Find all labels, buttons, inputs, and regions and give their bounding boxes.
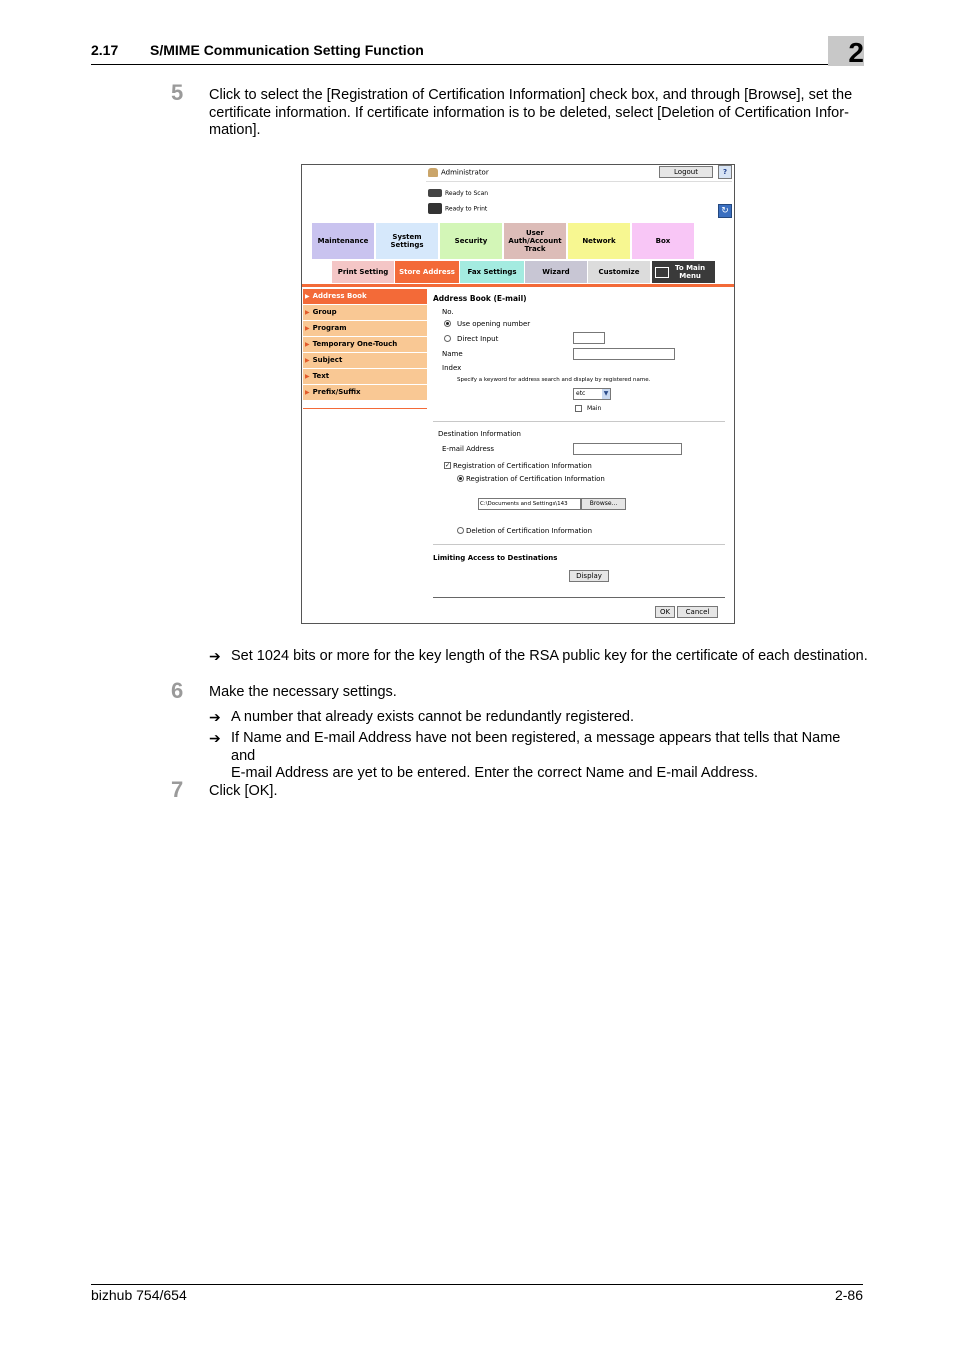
footer-model: bizhub 754/654 bbox=[91, 1287, 187, 1303]
step-number: 5 bbox=[171, 80, 184, 105]
menu-text[interactable]: ▶ Text bbox=[303, 369, 427, 385]
divider bbox=[433, 544, 725, 545]
status-scan bbox=[428, 189, 488, 197]
logout-button[interactable]: Logout bbox=[659, 166, 713, 178]
subtab-store-address[interactable]: Store Address bbox=[395, 261, 460, 283]
step-7-text: Click [OK]. bbox=[209, 783, 278, 799]
direct-input-radio[interactable] bbox=[444, 335, 451, 342]
subtab-wizard[interactable]: Wizard bbox=[525, 261, 588, 283]
arrow-icon: ➔ bbox=[209, 648, 221, 664]
tab-network[interactable]: Network bbox=[568, 223, 630, 259]
email-input[interactable] bbox=[573, 443, 682, 455]
step-5-line: certificate information. If certificate information is to be deleted, select [Deletion of Certification Infor- bbox=[209, 104, 849, 121]
menu-subject[interactable]: ▶ Subject bbox=[303, 353, 427, 369]
cancel-button[interactable]: Cancel bbox=[677, 606, 718, 618]
menu-group[interactable]: ▶ Group bbox=[303, 305, 427, 321]
divider bbox=[433, 597, 725, 598]
step-6-text: Make the necessary settings. bbox=[209, 684, 397, 700]
arrow-icon: ➔ bbox=[209, 709, 221, 725]
monitor-icon bbox=[655, 267, 669, 278]
limiting-label: Limiting Access to Destinations bbox=[433, 554, 558, 562]
subtab-customize[interactable]: Customize bbox=[588, 261, 651, 283]
ok-button[interactable]: OK bbox=[655, 606, 675, 618]
refresh-icon[interactable]: ↻ bbox=[718, 204, 732, 218]
index-select[interactable]: etc ▼ bbox=[573, 388, 611, 400]
note-line: E-mail Address are yet to be entered. Enter the correct Name and E-mail Address. bbox=[231, 765, 759, 781]
reg-cert-checkbox[interactable]: ✓ bbox=[445, 462, 451, 469]
cert-file-input[interactable]: C:\Documents and Settings\143 bbox=[478, 498, 581, 510]
note-line: If Name and E-mail Address have not been registered, a message appears that tells that Name and bbox=[231, 730, 841, 764]
section-number: 2.17 bbox=[91, 42, 119, 58]
use-opening-radio[interactable] bbox=[444, 320, 451, 327]
number-input[interactable] bbox=[573, 332, 605, 344]
chevron-down-icon: ▼ bbox=[603, 390, 609, 397]
status-print-label: Ready to Print bbox=[445, 205, 488, 213]
step-number: 6 bbox=[171, 678, 184, 703]
menu-temporary-one-touch[interactable]: ▶ Temporary One-Touch bbox=[303, 337, 427, 353]
tab-security[interactable]: Security bbox=[440, 223, 502, 259]
divider bbox=[433, 421, 725, 422]
no-label: No. bbox=[442, 308, 454, 316]
accent-bar bbox=[302, 284, 734, 287]
main-menu-button[interactable]: To Main Menu bbox=[652, 261, 716, 283]
display-button[interactable]: Display bbox=[569, 570, 609, 582]
arrow-icon: ➔ bbox=[209, 730, 221, 746]
admin-user bbox=[428, 168, 489, 177]
del-cert-label: Deletion of Certification Information bbox=[466, 527, 593, 535]
menu-rule bbox=[303, 408, 427, 409]
section-title: S/MIME Communication Setting Function bbox=[150, 42, 424, 58]
subtab-fax-settings[interactable]: Fax Settings bbox=[460, 261, 525, 283]
user-label: Administrator bbox=[441, 168, 489, 177]
note-number-exists: A number that already exists cannot be redundantly registered. bbox=[231, 709, 635, 725]
index-hint: Specify a keyword for address search and display by registered name. bbox=[457, 377, 651, 383]
step-5-line: mation]. bbox=[209, 122, 261, 138]
menu-address-book[interactable]: ▶ Address Book bbox=[303, 289, 427, 305]
del-cert-radio[interactable] bbox=[457, 527, 464, 534]
name-label: Name bbox=[442, 350, 463, 358]
browse-button[interactable]: Browse... bbox=[581, 498, 626, 510]
footer-page-number: 2-86 bbox=[834, 1287, 863, 1303]
main-checkbox[interactable] bbox=[575, 405, 582, 412]
divider bbox=[426, 181, 732, 182]
note-rsa: Set 1024 bits or more for the key length of the RSA public key for the certificate of each destination. bbox=[231, 648, 868, 664]
dest-info-label: Destination Information bbox=[438, 430, 521, 438]
scanner-icon bbox=[428, 189, 442, 197]
use-opening-label: Use opening number bbox=[457, 320, 531, 328]
note-name-email bbox=[231, 730, 863, 783]
email-label: E-mail Address bbox=[442, 445, 495, 453]
user-icon bbox=[428, 168, 438, 177]
tab-system-settings[interactable]: System Settings bbox=[376, 223, 438, 259]
menu-program[interactable]: ▶ Program bbox=[303, 321, 427, 337]
header-rule bbox=[91, 64, 863, 65]
tab-box[interactable]: Box bbox=[632, 223, 694, 259]
printer-icon bbox=[428, 203, 442, 214]
form-heading: Address Book (E-mail) bbox=[433, 294, 527, 303]
tab-user-auth[interactable]: User Auth/Account Track bbox=[504, 223, 566, 259]
reg-cert-radio[interactable] bbox=[457, 475, 464, 482]
chapter-badge: 2 bbox=[828, 36, 864, 66]
index-label: Index bbox=[442, 364, 462, 372]
direct-input-label: Direct Input bbox=[457, 335, 499, 343]
tab-maintenance[interactable]: Maintenance bbox=[312, 223, 374, 259]
name-input[interactable] bbox=[573, 348, 675, 360]
help-icon[interactable]: ? bbox=[718, 165, 732, 179]
status-scan-label: Ready to Scan bbox=[445, 190, 489, 197]
section-header bbox=[91, 42, 424, 58]
main-label: Main bbox=[587, 405, 602, 412]
web-ui-screenshot bbox=[301, 164, 735, 624]
step-number: 7 bbox=[171, 777, 184, 802]
step-5-text bbox=[209, 87, 863, 140]
step-5-line: Click to select the [Registration of Certification Information] check box, and through [Browse], set the bbox=[209, 87, 853, 103]
menu-prefix-suffix[interactable]: ▶ Prefix/Suffix bbox=[303, 385, 427, 401]
status-print bbox=[428, 203, 487, 214]
footer-rule bbox=[91, 1284, 863, 1285]
reg-cert-checkbox-label: Registration of Certification Information bbox=[453, 462, 592, 470]
subtab-print-setting[interactable]: Print Setting bbox=[332, 261, 395, 283]
reg-cert-radio-label: Registration of Certification Information bbox=[466, 475, 605, 483]
